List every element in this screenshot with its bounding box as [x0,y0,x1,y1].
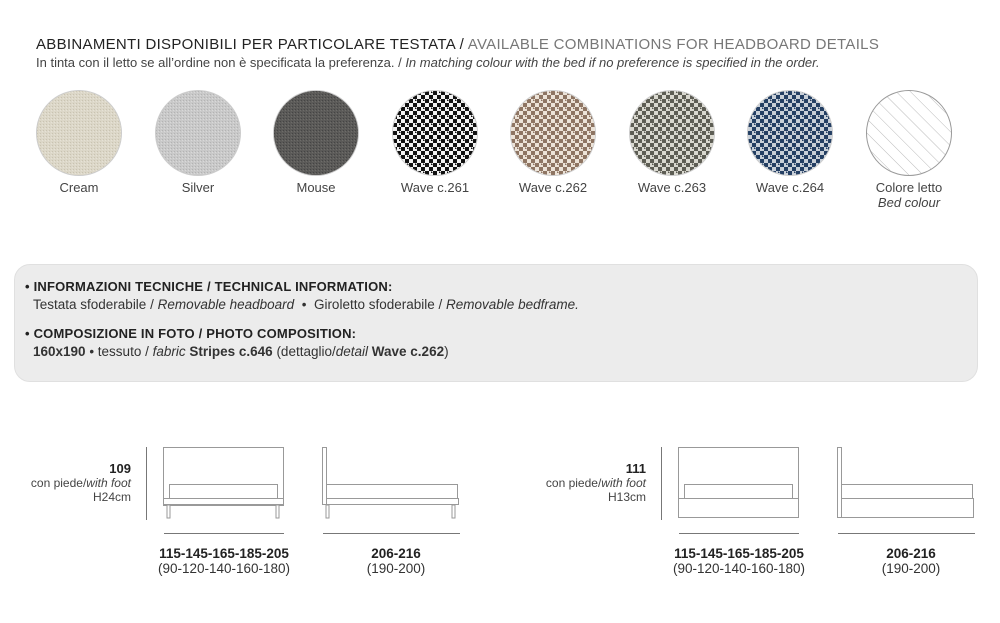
swatch-wave-261[interactable] [375,90,495,195]
swatch-circle [273,90,359,176]
swatch-silver[interactable] [138,90,258,195]
length-line [838,533,975,534]
swatch-label: Wave c.263 [637,180,707,195]
swatch-mouse[interactable] [256,90,376,195]
height-line [146,447,147,520]
swatch-label: Wave c.262 [518,180,588,195]
front-dimensions: 115-145-165-185-205 (90-120-140-160-180) [672,546,806,576]
bed-front-drawing [677,446,802,526]
front-dimensions: 115-145-165-185-205 (90-120-140-160-180) [157,546,291,576]
page-title [36,36,976,53]
bed-front-drawing [162,446,287,526]
title-it: ABBINAMENTI DISPONIBILI PER PARTICOLARE TESTATA [36,36,456,53]
composition-line: 160x190 • tessuto / fabric Stripes c.646 (dettaglio/detail Wave c.262) [33,344,449,359]
page-subtitle [36,55,976,70]
swatch-circle [747,90,833,176]
swatch-circle [510,90,596,176]
swatch-label: Silver [181,180,215,195]
swatch-wave-263[interactable] [612,90,732,195]
height-label: 109 con piede/with foot H24cm [30,461,131,504]
header [36,36,976,70]
swatch-bed-colour[interactable] [849,90,969,210]
composition-heading: • COMPOSIZIONE IN FOTO / PHOTO COMPOSITION: [25,326,357,341]
technical-info-box [14,264,978,382]
swatch-label: Colore letto [875,180,943,195]
swatch-label: Cream [59,180,99,195]
subtitle-en: In matching colour with the bed if no preference is specified in the order. [405,55,820,70]
swatch-circle [36,90,122,176]
width-line [679,533,799,534]
swatch-wave-262[interactable] [493,90,613,195]
subtitle-separator: / [398,55,402,70]
height-label: 111 con piede/with foot H13cm [545,461,646,504]
height-line [661,447,662,520]
tech-info-heading: • INFORMAZIONI TECNICHE / TECHNICAL INFORMATION: [25,279,393,294]
side-dimensions: 206-216 (190-200) [881,546,941,576]
bed-side-drawing [836,446,976,526]
swatch-circle [629,90,715,176]
fabric-swatches [0,90,1000,220]
swatch-sublabel: Bed colour [877,195,941,210]
tech-info-line: Testata sfoderabile / Removable headboard • Giroletto sfoderabile / Removable bedframe. [33,297,579,312]
bed-side-drawing [321,446,461,526]
swatch-wave-264[interactable] [730,90,850,195]
swatch-circle [866,90,952,176]
title-en: AVAILABLE COMBINATIONS FOR HEADBOARD DETAILS [467,36,880,53]
swatch-cream[interactable] [19,90,139,195]
length-line [323,533,460,534]
title-separator: / [459,36,465,53]
width-line [164,533,284,534]
swatch-circle [392,90,478,176]
swatch-label: Mouse [296,180,336,195]
swatch-circle [155,90,241,176]
side-dimensions: 206-216 (190-200) [366,546,426,576]
subtitle-it: In tinta con il letto se all’ordine non è specificata la preferenza. [36,55,395,70]
swatch-label: Wave c.264 [755,180,825,195]
swatch-label: Wave c.261 [400,180,470,195]
